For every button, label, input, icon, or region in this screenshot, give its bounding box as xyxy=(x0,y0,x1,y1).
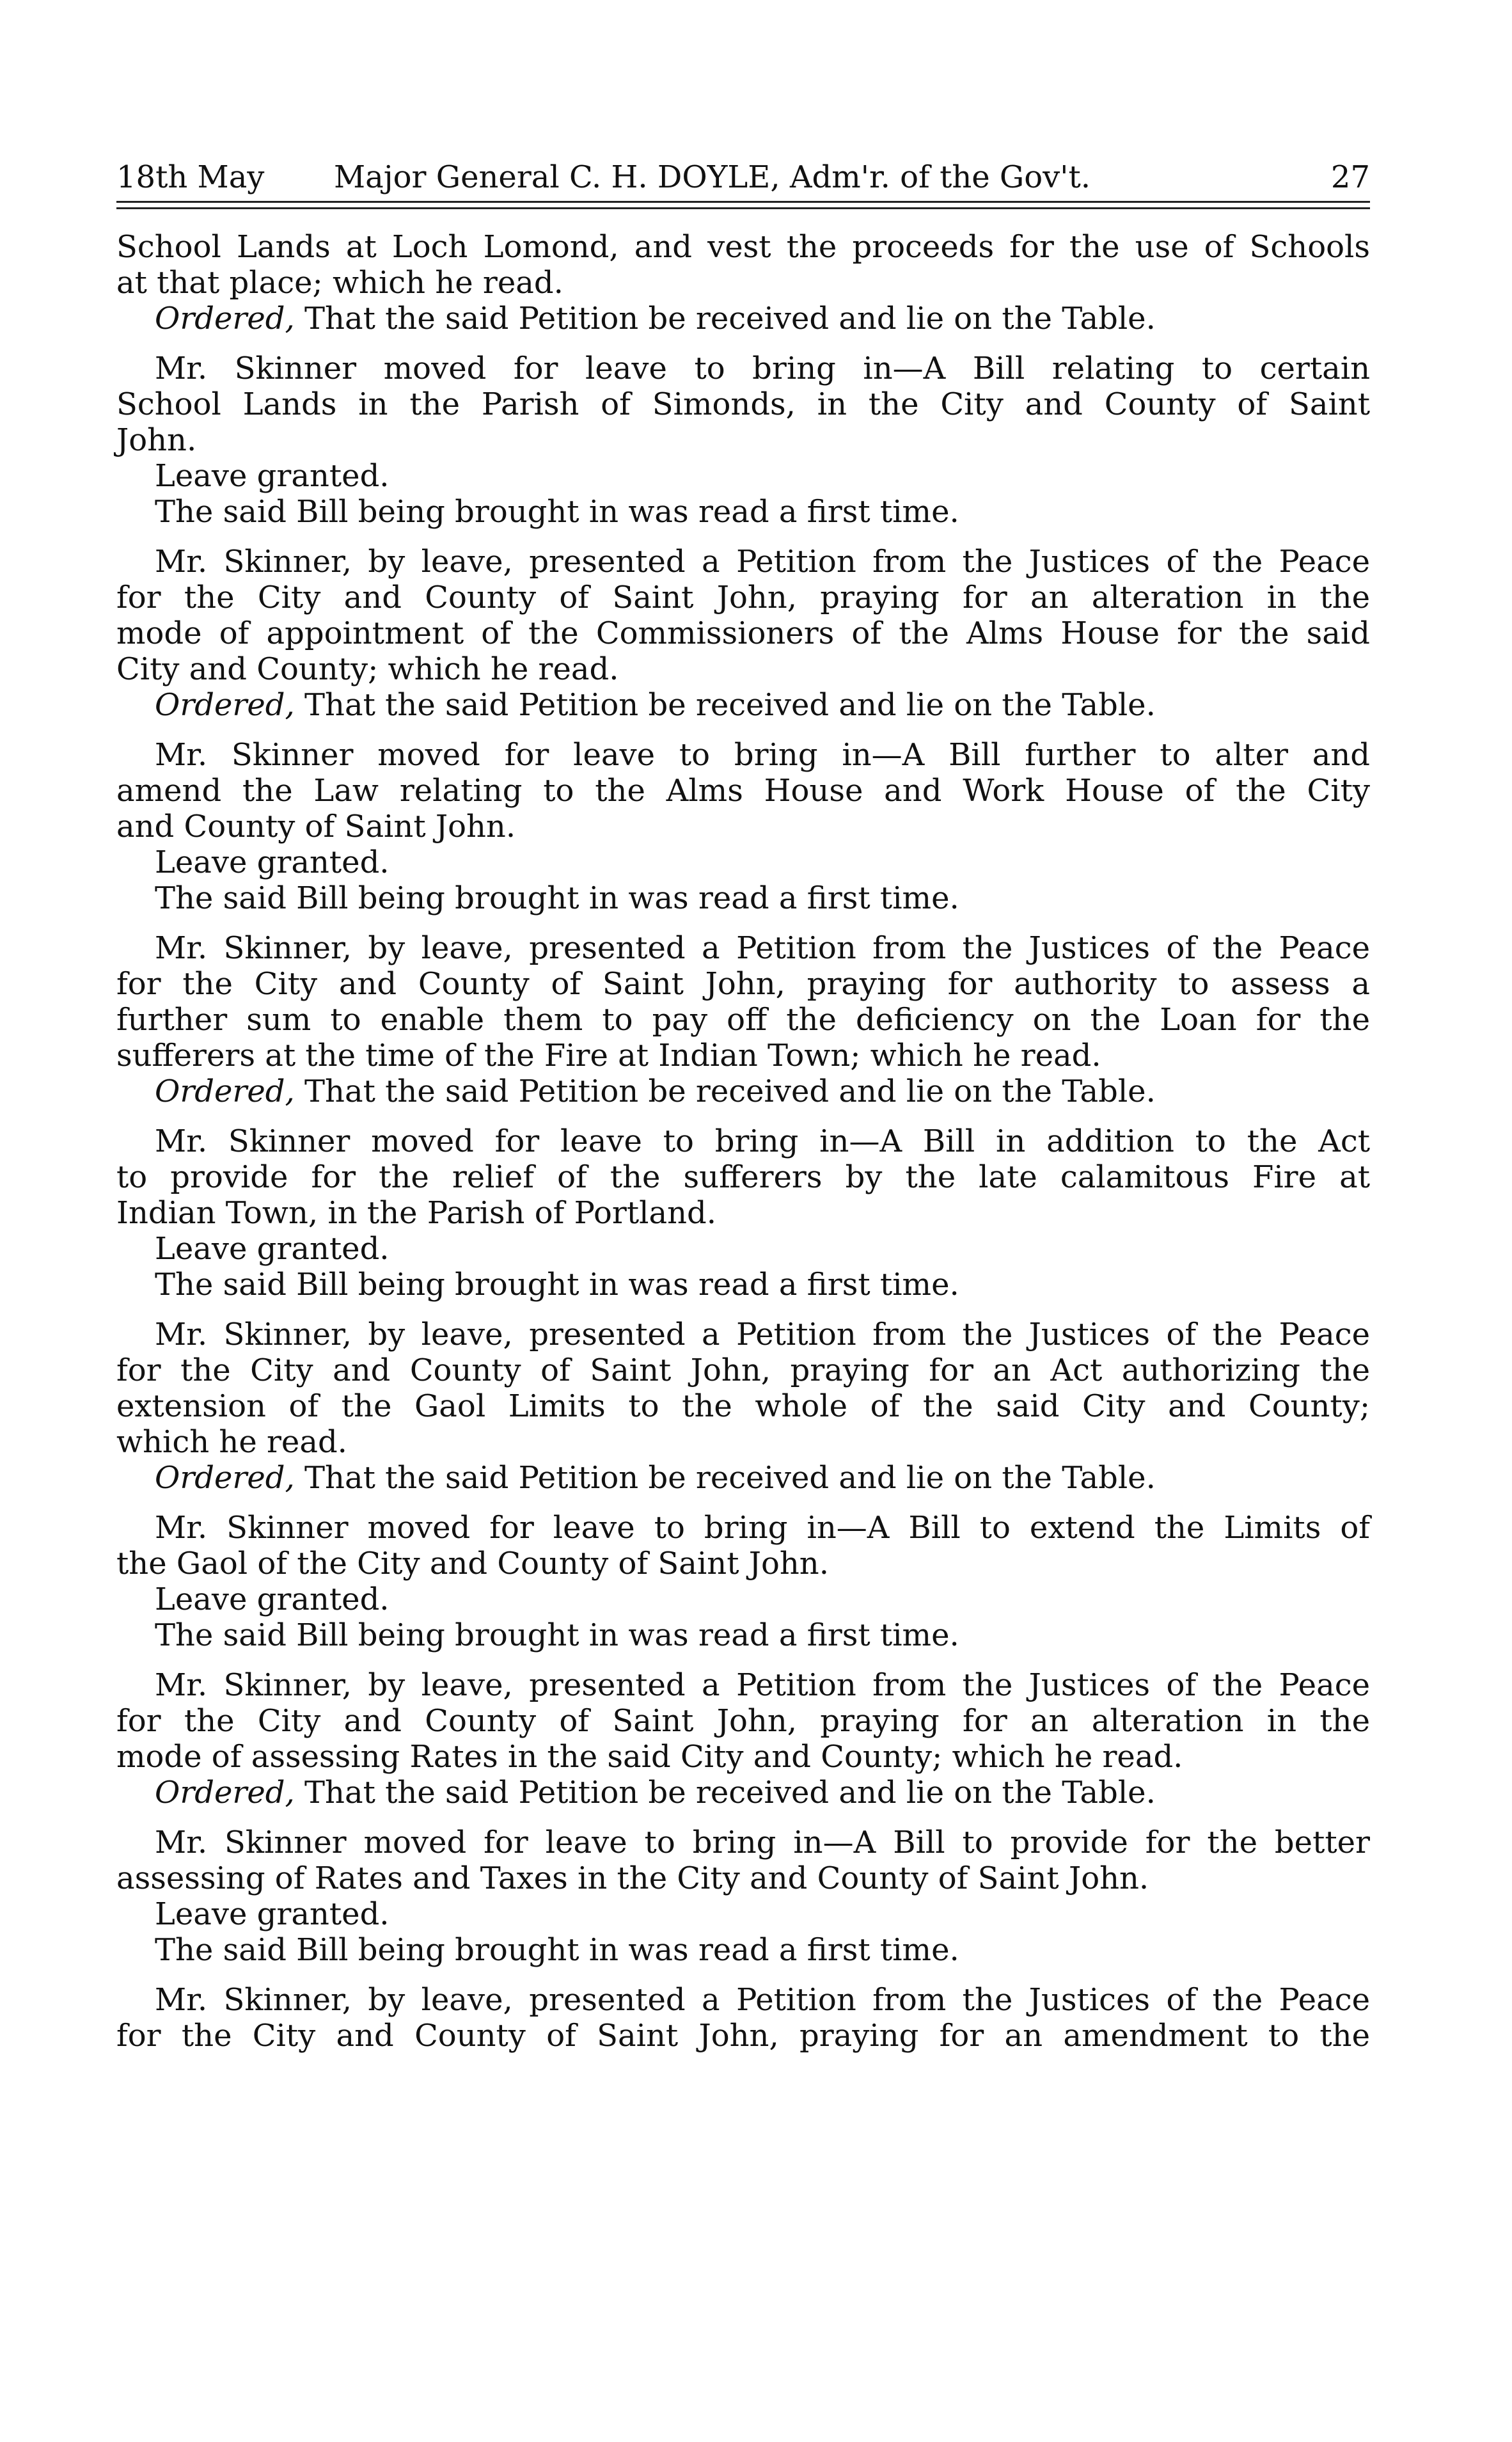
text-line: sufferers at the time of the Fire at Indian Town; which he read. xyxy=(116,1038,1101,1074)
text-line: assessing of Rates and Taxes in the City and County of Saint John. xyxy=(116,1860,1149,1896)
document-page xyxy=(116,0,1370,2442)
text-line: Indian Town, in the Parish of Portland. xyxy=(116,1195,716,1231)
paragraph xyxy=(116,1667,1370,1811)
leave-granted-line: Leave granted. xyxy=(155,1582,390,1617)
header-rule-top xyxy=(116,201,1370,203)
ordered-text: That the said Petition be received and lie on the Table. xyxy=(304,687,1156,723)
text-line: Mr. Skinner moved for leave to bring in—A Bill to provide for the better xyxy=(155,1825,1370,1860)
ordered-text: That the said Petition be received and lie on the Table. xyxy=(304,1460,1156,1496)
text-line: for the City and County of Saint John, praying for authority to assess a xyxy=(116,966,1370,1002)
header-title: Major General C. H. DOYLE, Adm'r. of the Gov't. xyxy=(334,159,1091,195)
text-line: Mr. Skinner, by leave, presented a Petition from the Justices of the Peace xyxy=(155,1982,1370,2018)
ordered-word: Ordered, xyxy=(155,1460,295,1496)
text-line: School Lands at Loch Lomond, and vest the proceeds for the use of Schools xyxy=(116,229,1370,265)
text-line: Mr. Skinner, by leave, presented a Petition from the Justices of the Peace xyxy=(155,1317,1370,1352)
first-reading-line: The said Bill being brought in was read a first time. xyxy=(155,1267,959,1303)
text-line: Mr. Skinner, by leave, presented a Petition from the Justices of the Peace xyxy=(155,1667,1370,1703)
text-line: for the City and County of Saint John, praying for an Act authorizing the xyxy=(116,1352,1370,1388)
paragraph xyxy=(116,1982,1370,2054)
paragraph xyxy=(116,229,1370,337)
paragraph xyxy=(116,544,1370,723)
first-reading-line: The said Bill being brought in was read a first time. xyxy=(155,1617,959,1653)
paragraph xyxy=(116,351,1370,530)
first-reading-line: The said Bill being brought in was read a first time. xyxy=(155,1932,959,1968)
paragraph xyxy=(116,737,1370,916)
text-line: Mr. Skinner moved for leave to bring in—A Bill in addition to the Act xyxy=(155,1123,1370,1159)
paragraph xyxy=(116,930,1370,1109)
text-line: Mr. Skinner, by leave, presented a Petition from the Justices of the Peace xyxy=(155,930,1370,966)
leave-granted-line: Leave granted. xyxy=(155,1896,390,1932)
ordered-line xyxy=(116,301,1370,337)
text-line: at that place; which he read. xyxy=(116,265,563,301)
ordered-word: Ordered, xyxy=(155,1775,295,1811)
ordered-word: Ordered, xyxy=(155,301,295,337)
text-line: Mr. Skinner, by leave, presented a Petition from the Justices of the Peace xyxy=(155,544,1370,580)
text-line: to provide for the relief of the sufferers by the late calamitous Fire at xyxy=(116,1159,1370,1195)
header-date: 18th May xyxy=(116,159,265,195)
paragraph xyxy=(116,1123,1370,1303)
leave-granted-line: Leave granted. xyxy=(155,458,390,494)
paragraph xyxy=(116,1510,1370,1653)
running-header xyxy=(116,145,1370,196)
leave-granted-line: Leave granted. xyxy=(155,1231,390,1267)
text-line: School Lands in the Parish of Simonds, in the City and County of Saint xyxy=(116,386,1370,422)
ordered-line xyxy=(116,1775,1370,1811)
ordered-word: Ordered, xyxy=(155,687,295,723)
text-line: Mr. Skinner moved for leave to bring in—A Bill further to alter and xyxy=(155,737,1370,773)
ordered-word: Ordered, xyxy=(155,1074,295,1109)
text-line: and County of Saint John. xyxy=(116,809,516,844)
paragraph xyxy=(116,1825,1370,1968)
text-line: Mr. Skinner moved for leave to bring in—A Bill to extend the Limits of xyxy=(155,1510,1370,1546)
first-reading-line: The said Bill being brought in was read a first time. xyxy=(155,494,959,530)
text-line: City and County; which he read. xyxy=(116,651,619,687)
document-body xyxy=(116,229,1370,2068)
text-line: for the City and County of Saint John, praying for an alteration in the xyxy=(116,580,1370,615)
ordered-line xyxy=(116,1074,1370,1109)
paragraph xyxy=(116,1317,1370,1496)
ordered-line xyxy=(116,687,1370,723)
leave-granted-line: Leave granted. xyxy=(155,844,390,880)
first-reading-line: The said Bill being brought in was read a first time. xyxy=(155,880,959,916)
text-line: further sum to enable them to pay off the deficiency on the Loan for the xyxy=(116,1002,1370,1038)
text-line: which he read. xyxy=(116,1424,347,1460)
text-line: the Gaol of the City and County of Saint John. xyxy=(116,1546,829,1582)
text-line: amend the Law relating to the Alms House and Work House of the City xyxy=(116,773,1370,809)
ordered-text: That the said Petition be received and lie on the Table. xyxy=(304,301,1156,337)
text-line: John. xyxy=(116,422,197,458)
text-line: mode of appointment of the Commissioners of the Alms House for the said xyxy=(116,615,1370,651)
page-number: 27 xyxy=(1330,159,1370,195)
text-line: mode of assessing Rates in the said City and County; which he read. xyxy=(116,1739,1183,1775)
header-rule-bottom xyxy=(116,207,1370,209)
text-line: Mr. Skinner moved for leave to bring in—A Bill relating to certain xyxy=(155,351,1370,386)
text-line: for the City and County of Saint John, praying for an amendment to the xyxy=(116,2018,1370,2054)
ordered-text: That the said Petition be received and lie on the Table. xyxy=(304,1775,1156,1811)
ordered-text: That the said Petition be received and lie on the Table. xyxy=(304,1074,1156,1109)
text-line: for the City and County of Saint John, praying for an alteration in the xyxy=(116,1703,1370,1739)
ordered-line xyxy=(116,1460,1370,1496)
text-line: extension of the Gaol Limits to the whole of the said City and County; xyxy=(116,1388,1370,1424)
